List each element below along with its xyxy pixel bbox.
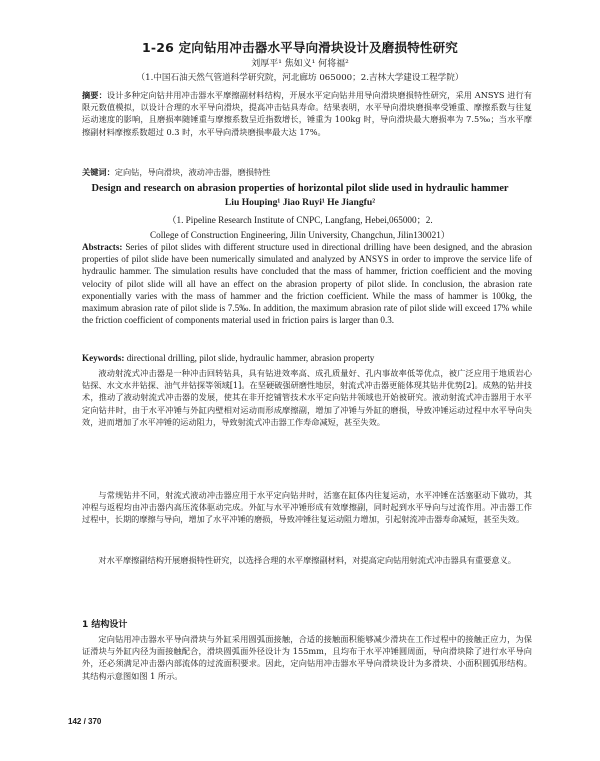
section-1-paragraph: 定向钻用冲击器水平导向滑块与外缸采用圆弧面接触，合适的接触面积能够减少滑块在工作过程中的接触正应力，为保证滑块与外缸内径为面接触配合，滑块圆弧面外径设计为 155mm，且均布于水平冲锤圆周面，导向滑块除了进行水平导向外，还必须满足冲击器内部流体的过流面积要求。因此，定向钻用冲击器水平导向滑块设计为多滑块、小面积圆弧形结构。其结构示意图如图 1 所示。	[82, 634, 532, 681]
intro-paragraph-1: 液动射流式冲击器是一种冲击回转钻具，具有钻进效率高、成孔质量好、孔内事故率低等优点，被广泛应用于地质岩心钻探、水文水井钻探、油气井钻探等领域[1]。在坚硬破强研磨性地层，射流式冲击器更能体现其钻井优势[2]。成熟的钻井技术，推动了液动射流式冲击器的发展，使其在非开挖铺管技术水平定向钻井领域也开始被研究。液动射流式冲击器用于水平定向钻井时，由于水平冲锤与外缸内壁相对运动而形成摩擦副，增加了冲锤与外缸的磨损，导致冲锤运动过程中水平导向失效，进而增加了水平冲锤的运动阻力，导致射流式冲击器工作寿命减短，甚至失效。	[82, 368, 532, 427]
paper-title-english: Design and research on abrasion properties of horizontal pilot slide used in hydraulic hammer	[91, 183, 509, 194]
section-1-heading: 1 结构设计	[82, 620, 128, 630]
abstract-english	[82, 241, 532, 326]
affiliation-english-line2: College of Construction Engineering, Jilin University, Changchun, Jilin130021）	[149, 230, 450, 240]
keywords-english-text: directional drilling, pilot slide, hydraulic hammer, abrasion property	[126, 353, 375, 363]
authors-chinese: 刘厚平¹ 焦如义¹ 何将福²	[251, 59, 349, 69]
abstract-english-label: Abstracts:	[82, 242, 123, 252]
keywords-english-label: Keywords:	[82, 353, 125, 363]
abstract-english-text: Series of pilot slides with different structure used in directional drilling have been designed, and the abrasion properties of pilot slide have been numerically simulated and analyzed by ANSYS in order to improve the service life of hydraulic hammer. The simulation results have concluded that the mass of hammer, friction coefficient and the moving velocity of pilot slide will all have an effect on the abrasion property of pilot slide. In conclusion, the abrasion rate exponentially varies with the mass of hammer and the friction coefficient. While the mass of hammer is 100kg, the maximum abrasion rate of pilot slide is 7.5‰. In addition, the maximum abrasion rate of pilot slide will exceed 17% while the friction coefficient of components material used in friction pairs is larger than 0.3.	[82, 242, 532, 326]
affiliation-chinese: （1.中国石油天然气管道科学研究院，河北廊坊 065000；2.吉林大学建设工程学院）	[136, 73, 464, 83]
authors-english: Liu Houping¹ Jiao Ruyi¹ He Jiangfu²	[224, 197, 376, 208]
intro-paragraph-2: 与常规钻井不同，射流式液动冲击器应用于水平定向钻井时，活塞在缸体内往复运动，水平冲锤在活塞驱动下做功，其冲程与返程均由冲击器内高压流体驱动完成。外缸与水平冲锤形成有效摩擦副，同时起到水平导向与过流作用。冲击器工作过程中，长期的摩擦与导向，增加了水平冲锤的磨损，导致冲锤往复运动阻力增加，引起射流冲击器寿命减短，甚至失效。	[82, 490, 532, 525]
abstract-chinese-text: 设计多种定向钻井用冲击器水平摩擦副材料结构，开展水平定向钻井用导向滑块磨损特性研究，采用 ANSYS 进行有限元数值模拟，以设计合理的水平导向滑块，提高冲击钻具寿命。结果表明，水平导向滑块磨损率受锤重、摩擦系数与往复运动速度的影响，且磨损率随锤重与摩擦系数呈近指数增长，锤重为 100kg 时，导向滑块最大磨损率为 7.5‰；当水平摩擦副材料摩擦系数超过 0.3 时，水平导向滑块磨损率最大达 17%。	[82, 90, 532, 137]
affiliation-english-line1: （1. Pipeline Research Institute of CNPC, Langfang, Hebei,065000；2.	[167, 215, 433, 225]
intro-paragraph-3: 对水平摩擦副结构开展磨损特性研究，以选择合理的水平摩擦副材料，对提高定向钻用射流式冲击器具有重要意义。	[98, 555, 516, 565]
keywords-chinese	[82, 166, 532, 178]
keywords-english	[82, 352, 532, 364]
paper-title: 1-26 定向钻用冲击器水平导向滑块设计及磨损特性研究	[141, 40, 459, 55]
abstract-chinese	[82, 89, 532, 138]
abstract-chinese-label: 摘要：	[82, 90, 107, 100]
keywords-chinese-label: 关键词：	[82, 167, 115, 177]
page-number: 142 / 370	[68, 717, 102, 726]
keywords-chinese-text: 定向钻，导向滑块，液动冲击器，磨损特性	[114, 167, 271, 177]
